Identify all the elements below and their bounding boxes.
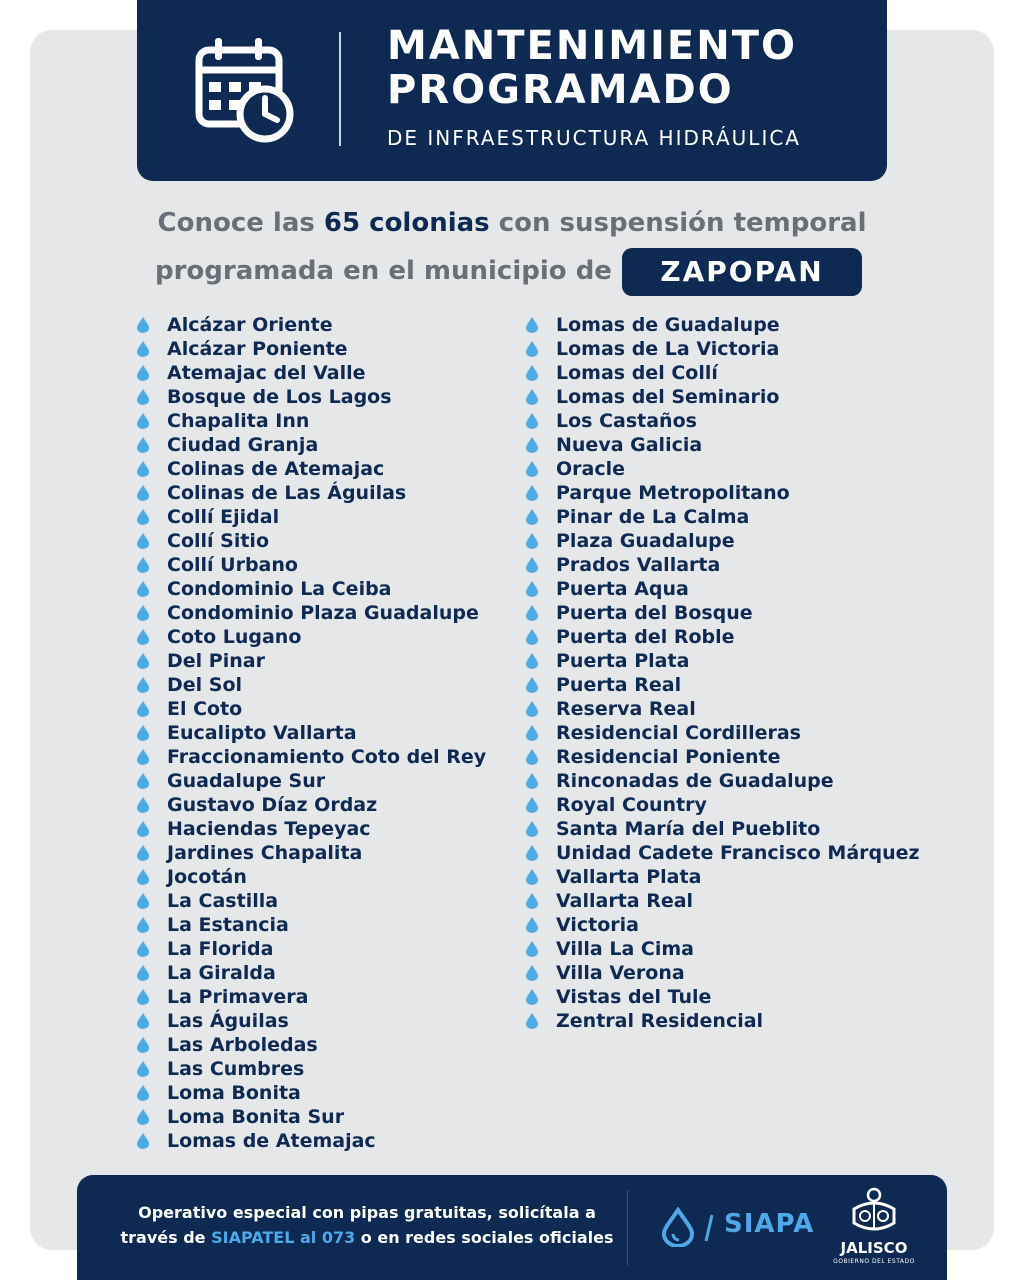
- water-drop-icon: [137, 605, 149, 621]
- colonia-item: [526, 625, 920, 649]
- water-drop-icon: [137, 677, 149, 693]
- colonia-name: Villa Verona: [556, 962, 685, 984]
- colonia-name: Victoria: [556, 914, 639, 936]
- colonia-item: [137, 1129, 486, 1153]
- colonia-item: [137, 721, 486, 745]
- colonia-name: Alcázar Poniente: [167, 338, 348, 360]
- colonia-name: Coto Lugano: [167, 626, 302, 648]
- colonia-name: Residencial Poniente: [556, 746, 781, 768]
- colonia-item: [137, 385, 486, 409]
- colonia-name: Las Águilas: [167, 1010, 289, 1032]
- water-drop-icon: [660, 1207, 720, 1247]
- water-drop-icon: [137, 893, 149, 909]
- colonia-name: Nueva Galicia: [556, 434, 703, 456]
- colonia-name: Haciendas Tepeyac: [167, 818, 371, 840]
- colonia-name: Del Pinar: [167, 650, 265, 672]
- colonia-name: Plaza Guadalupe: [556, 530, 735, 552]
- water-drop-icon: [137, 581, 149, 597]
- colonia-name: Chapalita Inn: [167, 410, 310, 432]
- water-drop-icon: [526, 605, 538, 621]
- colonia-name: Rinconadas de Guadalupe: [556, 770, 834, 792]
- intro-text-b: con suspensión temporal: [489, 208, 867, 238]
- colonia-name: Del Sol: [167, 674, 243, 696]
- colonias-count: 65 colonias: [323, 208, 490, 238]
- footer-banner: [77, 1175, 947, 1280]
- colonia-item: [526, 841, 920, 865]
- colonia-name: La Giralda: [167, 962, 276, 984]
- colonia-item: [137, 649, 486, 673]
- water-drop-icon: [137, 413, 149, 429]
- intro-line-1: [0, 208, 1024, 238]
- colonia-name: La Florida: [167, 938, 274, 960]
- colonia-name: Vallarta Real: [556, 890, 694, 912]
- water-drop-icon: [137, 365, 149, 381]
- colonia-name: Condominio La Ceiba: [167, 578, 392, 600]
- water-drop-icon: [137, 965, 149, 981]
- colonia-name: Colinas de Atemajac: [167, 458, 385, 480]
- footer-text-b: o en redes sociales oficiales: [355, 1228, 614, 1247]
- water-drop-icon: [526, 797, 538, 813]
- colonia-name: Loma Bonita: [167, 1082, 301, 1104]
- colonia-item: [137, 769, 486, 793]
- colonia-name: Vistas del Tule: [556, 986, 712, 1008]
- colonia-item: [526, 889, 920, 913]
- water-drop-icon: [137, 1037, 149, 1053]
- colonia-item: [137, 1057, 486, 1081]
- water-drop-icon: [137, 653, 149, 669]
- water-drop-icon: [526, 749, 538, 765]
- water-drop-icon: [526, 485, 538, 501]
- colonia-item: [526, 649, 920, 673]
- colonia-item: [526, 745, 920, 769]
- colonia-item: [137, 409, 486, 433]
- water-drop-icon: [137, 1085, 149, 1101]
- colonia-name: Los Castaños: [556, 410, 697, 432]
- colonia-name: Las Arboledas: [167, 1034, 318, 1056]
- water-drop-icon: [137, 845, 149, 861]
- colonia-item: [137, 745, 486, 769]
- colonia-item: [526, 457, 920, 481]
- colonia-name: Ciudad Granja: [167, 434, 319, 456]
- colonia-name: Collí Urbano: [167, 554, 298, 576]
- colonia-name: Loma Bonita Sur: [167, 1106, 345, 1128]
- colonia-name: Puerta Aqua: [556, 578, 689, 600]
- colonia-item: [137, 1033, 486, 1057]
- colonia-name: Collí Sitio: [167, 530, 269, 552]
- colonia-item: [526, 817, 920, 841]
- colonia-item: [137, 529, 486, 553]
- colonia-name: Vallarta Plata: [556, 866, 702, 888]
- water-drop-icon: [526, 533, 538, 549]
- water-drop-icon: [526, 389, 538, 405]
- colonia-item: [137, 793, 486, 817]
- colonia-name: Guadalupe Sur: [167, 770, 326, 792]
- water-drop-icon: [526, 461, 538, 477]
- colonia-item: [137, 1081, 486, 1105]
- colonia-item: [526, 553, 920, 577]
- colonia-name: Lomas de Atemajac: [167, 1130, 376, 1152]
- colonia-item: [137, 313, 486, 337]
- colonia-name: Condominio Plaza Guadalupe: [167, 602, 479, 624]
- colonia-item: [137, 481, 486, 505]
- colonia-name: Fraccionamiento Coto del Rey: [167, 746, 487, 768]
- siapatel-phone: SIAPATEL al 073: [211, 1228, 356, 1247]
- colonia-name: Lomas de Guadalupe: [556, 314, 780, 336]
- jalisco-seal-icon: [844, 1187, 904, 1239]
- header-divider: [339, 32, 341, 146]
- colonia-item: [137, 361, 486, 385]
- colonia-item: [526, 865, 920, 889]
- colonia-item: [526, 769, 920, 793]
- colonia-item: [526, 385, 920, 409]
- footer-line-1: Operativo especial con pipas gratuitas, solicítala a: [138, 1203, 596, 1222]
- colonia-name: Lomas del Seminario: [556, 386, 780, 408]
- colonia-item: [137, 625, 486, 649]
- siapa-logo-text: SIAPA: [724, 1209, 815, 1239]
- water-drop-icon: [526, 317, 538, 333]
- colonia-name: Zentral Residencial: [556, 1010, 764, 1032]
- colonia-item: [137, 505, 486, 529]
- colonia-item: [526, 961, 920, 985]
- colonia-name: Jocotán: [167, 866, 247, 888]
- colonia-item: [526, 721, 920, 745]
- colonia-name: Gustavo Díaz Ordaz: [167, 794, 378, 816]
- colonia-name: Prados Vallarta: [556, 554, 721, 576]
- colonia-item: [526, 409, 920, 433]
- colonia-name: Puerta del Bosque: [556, 602, 753, 624]
- water-drop-icon: [526, 557, 538, 573]
- water-drop-icon: [526, 725, 538, 741]
- municipality-badge: ZAPOPAN: [622, 248, 862, 296]
- title-line-2: PROGRAMADO: [387, 67, 734, 113]
- colonia-item: [526, 529, 920, 553]
- colonia-name: Collí Ejidal: [167, 506, 280, 528]
- colonia-item: [526, 601, 920, 625]
- colonia-item: [526, 673, 920, 697]
- water-drop-icon: [137, 869, 149, 885]
- colonia-item: [137, 577, 486, 601]
- colonia-item: [526, 937, 920, 961]
- water-drop-icon: [526, 893, 538, 909]
- water-drop-icon: [526, 653, 538, 669]
- intro-text-a: Conoce las: [157, 208, 324, 238]
- colonia-item: [137, 1105, 486, 1129]
- colonia-item: [526, 913, 920, 937]
- water-drop-icon: [137, 389, 149, 405]
- water-drop-icon: [137, 797, 149, 813]
- colonia-name: Bosque de Los Lagos: [167, 386, 392, 408]
- colonia-item: [137, 553, 486, 577]
- water-drop-icon: [137, 629, 149, 645]
- colonia-item: [526, 697, 920, 721]
- water-drop-icon: [526, 437, 538, 453]
- water-drop-icon: [137, 989, 149, 1005]
- calendar-clock-icon: [195, 36, 295, 146]
- colonia-name: Reserva Real: [556, 698, 696, 720]
- footer-divider: [627, 1190, 628, 1265]
- colonia-name: Lomas de La Victoria: [556, 338, 780, 360]
- water-drop-icon: [137, 557, 149, 573]
- water-drop-icon: [137, 1061, 149, 1077]
- water-drop-icon: [526, 629, 538, 645]
- water-drop-icon: [526, 1013, 538, 1029]
- colonia-item: [137, 601, 486, 625]
- water-drop-icon: [137, 701, 149, 717]
- colonia-item: [526, 361, 920, 385]
- water-drop-icon: [526, 989, 538, 1005]
- water-drop-icon: [526, 773, 538, 789]
- colonia-item: [137, 457, 486, 481]
- water-drop-icon: [137, 773, 149, 789]
- colonia-name: Eucalipto Vallarta: [167, 722, 357, 744]
- water-drop-icon: [526, 341, 538, 357]
- colonia-item: [526, 433, 920, 457]
- colonia-item: [526, 505, 920, 529]
- colonia-name: La Primavera: [167, 986, 309, 1008]
- jalisco-logo-text: JALISCO: [840, 1239, 908, 1257]
- colonia-name: Puerta Plata: [556, 650, 690, 672]
- water-drop-icon: [137, 317, 149, 333]
- colonia-item: [137, 961, 486, 985]
- water-drop-icon: [137, 1109, 149, 1125]
- jalisco-logo-subtext: GOBIERNO DEL ESTADO: [833, 1258, 915, 1265]
- colonia-item: [526, 481, 920, 505]
- colonia-name: Las Cumbres: [167, 1058, 305, 1080]
- water-drop-icon: [526, 677, 538, 693]
- water-drop-icon: [526, 941, 538, 957]
- water-drop-icon: [137, 461, 149, 477]
- colonias-list-left: [137, 313, 486, 1153]
- colonia-item: [526, 313, 920, 337]
- water-drop-icon: [526, 869, 538, 885]
- water-drop-icon: [526, 581, 538, 597]
- water-drop-icon: [137, 1133, 149, 1149]
- water-drop-icon: [137, 509, 149, 525]
- water-drop-icon: [137, 341, 149, 357]
- colonia-item: [137, 697, 486, 721]
- water-drop-icon: [137, 821, 149, 837]
- colonia-item: [137, 817, 486, 841]
- footer-message: [107, 1200, 627, 1250]
- water-drop-icon: [526, 917, 538, 933]
- colonia-name: Puerta del Roble: [556, 626, 735, 648]
- colonia-name: Villa La Cima: [556, 938, 694, 960]
- colonia-item: [137, 841, 486, 865]
- colonia-name: Parque Metropolitano: [556, 482, 790, 504]
- colonia-item: [137, 889, 486, 913]
- water-drop-icon: [137, 1013, 149, 1029]
- water-drop-icon: [137, 941, 149, 957]
- colonia-name: Jardines Chapalita: [167, 842, 363, 864]
- colonia-item: [137, 913, 486, 937]
- water-drop-icon: [137, 485, 149, 501]
- water-drop-icon: [137, 437, 149, 453]
- colonia-item: [526, 985, 920, 1009]
- colonia-name: Residencial Cordilleras: [556, 722, 801, 744]
- colonia-name: Alcázar Oriente: [167, 314, 333, 336]
- siapa-logo: [660, 1207, 820, 1247]
- water-drop-icon: [137, 749, 149, 765]
- colonia-name: Lomas del Collí: [556, 362, 718, 384]
- water-drop-icon: [526, 965, 538, 981]
- header-subtitle: DE INFRAESTRUCTURA HIDRÁULICA: [387, 126, 801, 150]
- colonia-item: [526, 577, 920, 601]
- water-drop-icon: [526, 365, 538, 381]
- water-drop-icon: [137, 533, 149, 549]
- colonia-name: La Estancia: [167, 914, 289, 936]
- colonia-name: Puerta Real: [556, 674, 682, 696]
- colonia-name: Royal Country: [556, 794, 707, 816]
- jalisco-logo: [829, 1187, 919, 1273]
- colonia-item: [137, 1009, 486, 1033]
- footer-line-2: [107, 1225, 627, 1250]
- water-drop-icon: [137, 725, 149, 741]
- colonia-name: El Coto: [167, 698, 243, 720]
- colonias-list-right: [526, 313, 920, 1033]
- colonia-item: [137, 865, 486, 889]
- intro-line-2: programada en el municipio de: [155, 256, 612, 286]
- footer-text-a: través de: [120, 1228, 212, 1247]
- colonia-name: Pinar de La Calma: [556, 506, 750, 528]
- header-banner: [137, 0, 887, 181]
- colonia-item: [526, 1009, 920, 1033]
- colonia-name: Unidad Cadete Francisco Márquez: [556, 842, 920, 864]
- colonia-name: Colinas de Las Águilas: [167, 482, 407, 504]
- water-drop-icon: [526, 821, 538, 837]
- colonia-name: Santa María del Pueblito: [556, 818, 821, 840]
- water-drop-icon: [526, 509, 538, 525]
- colonia-item: [137, 673, 486, 697]
- water-drop-icon: [137, 917, 149, 933]
- water-drop-icon: [526, 845, 538, 861]
- colonia-item: [137, 433, 486, 457]
- colonia-name: La Castilla: [167, 890, 279, 912]
- colonia-item: [137, 985, 486, 1009]
- title-line-1: MANTENIMIENTO: [387, 23, 797, 69]
- colonia-item: [137, 937, 486, 961]
- colonia-name: Atemajac del Valle: [167, 362, 366, 384]
- colonia-item: [526, 337, 920, 361]
- water-drop-icon: [526, 413, 538, 429]
- colonia-name: Oracle: [556, 458, 626, 480]
- colonia-item: [526, 793, 920, 817]
- colonia-item: [137, 337, 486, 361]
- water-drop-icon: [526, 701, 538, 717]
